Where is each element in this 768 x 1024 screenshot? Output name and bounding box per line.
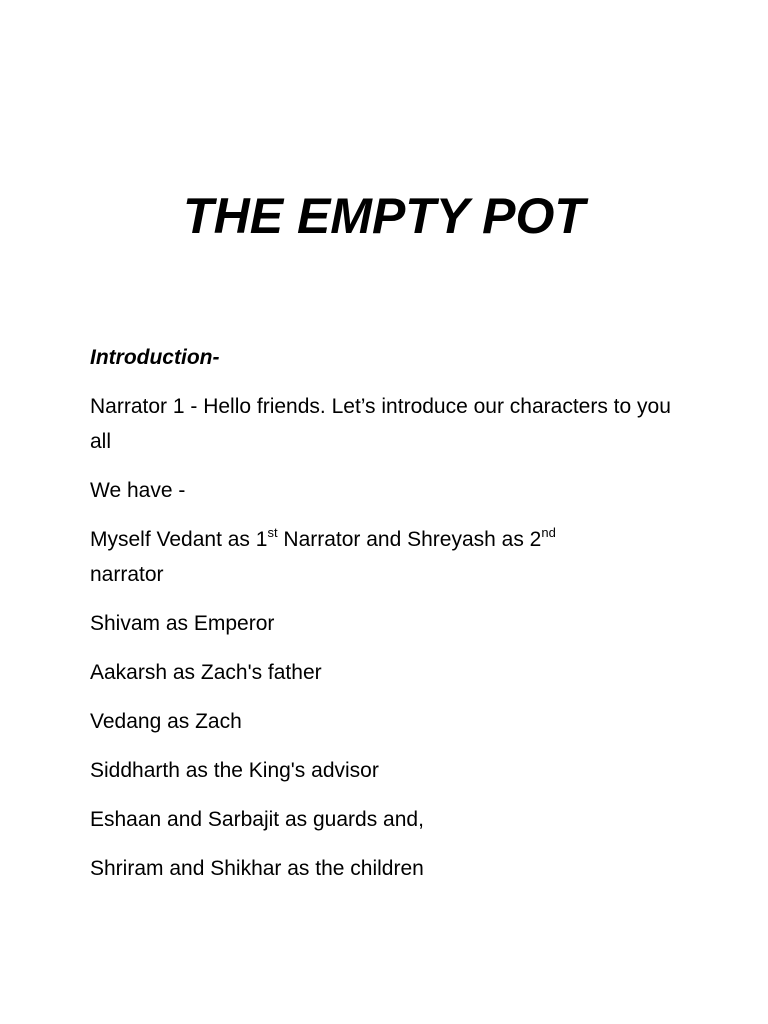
ordinal-st: st [267,525,278,540]
cast-line-narrators-text-1: Myself Vedant as 1 [90,528,268,551]
document-title: THE EMPTY POT [183,187,585,244]
cast-line-narrators [90,522,690,592]
narrator-intro-paragraph: Narrator 1 - Hello friends. Let’s introduce our characters to you all [90,395,671,453]
section-heading: Introduction- [90,346,220,369]
cast-line-zach: Vedang as Zach [90,710,242,733]
cast-line-guards: Eshaan and Sarbajit as guards and, [90,808,424,831]
cast-line-emperor: Shivam as Emperor [90,612,275,635]
cast-line-father: Aakarsh as Zach's father [90,661,322,684]
cast-line-narrators-text-3: narrator [90,563,164,586]
cast-line-advisor: Siddharth as the King's advisor [90,759,379,782]
cast-line-children: Shriram and Shikhar as the children [90,857,424,880]
we-have-line: We have - [90,479,186,502]
ordinal-nd: nd [541,525,556,540]
document-body [90,340,690,900]
cast-line-narrators-text-2: Narrator and Shreyash as 2 [277,528,542,551]
